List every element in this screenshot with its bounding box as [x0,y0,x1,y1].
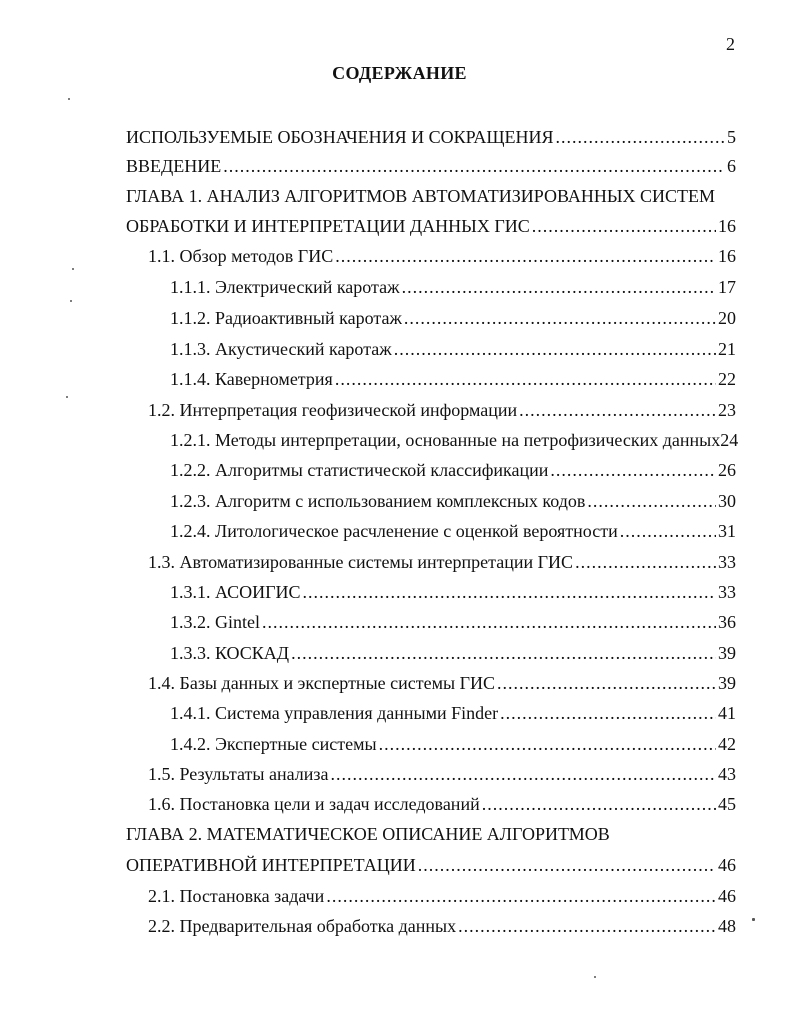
toc-leader-dots [394,334,716,364]
toc-entry-1-2-2[interactable] [170,455,736,485]
toc-entry-page: 5 [727,127,736,147]
scan-speck [752,918,755,921]
toc-leader-dots [303,577,716,607]
toc-entry-text: 1.2. Интерпретация геофизической информации [148,400,518,420]
toc-leader-dots [519,395,716,425]
toc-leader-dots [575,547,716,577]
toc-entry-1-5[interactable] [148,759,736,789]
toc-entry-text: 1.1.1. Электрический каротаж [170,277,400,297]
scan-speck [70,300,72,302]
toc-leader-dots [500,698,716,728]
toc-entry-text: ИСПОЛЬЗУЕМЫЕ ОБОЗНАЧЕНИЯ И СОКРАЩЕНИЯ [126,127,554,147]
toc-entry-page: 22 [718,369,736,389]
toc-leader-dots [335,364,716,394]
toc-entry-1-6[interactable] [148,789,736,819]
toc-entry-page: 21 [718,339,736,359]
scan-speck [66,396,68,398]
toc-entry-chapter-1-line-1[interactable]: ГЛАВА 1. АНАЛИЗ АЛГОРИТМОВ АВТОМАТИЗИРОВАННЫХ СИСТЕМ [126,186,716,206]
toc-entry-text: 1.1.2. Радиоактивный каротаж [170,308,402,328]
toc-entry-1-1-2[interactable] [170,303,736,333]
toc-leader-dots [402,272,716,302]
toc-leader-dots [620,516,716,546]
toc-entry-1-2-3[interactable] [170,486,736,516]
toc-entry-page: 17 [718,277,736,297]
toc-entry-text: 1.2.4. Литологическое расчленение с оценкой вероятности [170,521,618,541]
toc-entry-text: 1.1.4. Кавернометрия [170,369,333,389]
scan-speck [68,98,70,100]
toc-entry-text: 1.3.1. АСОИГИС [170,582,301,602]
toc-entry-page: 20 [718,308,736,328]
toc-entry-page: 24 [720,430,739,450]
toc-entry-page: 43 [718,764,736,784]
toc-entry-text: 1.6. Постановка цели и задач исследований [148,794,480,814]
toc-entry-text: 1.2.2. Алгоритмы статистической классификации [170,460,549,480]
toc-entry-2-1[interactable] [148,881,736,911]
toc-entry-chapter-2[interactable] [126,850,736,880]
toc-entry-text: 1.3.2. Gintel [170,612,260,632]
toc-entry-page: 31 [718,521,736,541]
toc-entry-page: 30 [718,491,736,511]
toc-entry-1-3[interactable] [148,547,736,577]
toc-entry-chapter-2-line-1[interactable]: ГЛАВА 2. МАТЕМАТИЧЕСКОЕ ОПИСАНИЕ АЛГОРИТМОВ [126,824,610,844]
toc-entry-text: 1.1. Обзор методов ГИС [148,246,334,266]
toc-leader-dots [379,729,716,759]
toc-entry-1-2[interactable] [148,395,736,425]
toc-entry-2-2[interactable] [148,911,736,941]
toc-entry-1-2-4[interactable] [170,516,736,546]
toc-entry-page: 41 [718,703,736,723]
toc-leader-dots [330,759,716,789]
toc-entry-text: 1.3.3. КОСКАД [170,643,290,663]
toc-entry-1-4[interactable] [148,668,736,698]
toc-leader-dots [418,850,716,880]
scan-speck [72,268,74,270]
toc-entry-page: 16 [718,246,736,266]
page-number: 2 [726,34,735,54]
toc-entry-chapter-1[interactable] [126,211,736,241]
toc-entry-1-1-3[interactable] [170,334,736,364]
toc-entry-page: 36 [718,612,736,632]
toc-entry-text: 1.5. Результаты анализа [148,764,329,784]
toc-leader-dots [497,668,716,698]
toc-entry-text: 1.4.2. Экспертные системы [170,734,377,754]
toc-entry-page: 42 [718,734,736,754]
toc-entry-text: 1.4.1. Система управления данными Finder [170,703,499,723]
toc-entry-1-4-1[interactable] [170,698,736,728]
toc-entry-page: 46 [718,886,736,906]
toc-entry-text: 1.1.3. Акустический каротаж [170,339,392,359]
page-title: СОДЕРЖАНИЕ [332,63,467,83]
toc-entry-abbreviations[interactable] [126,122,736,152]
toc-entry-text: 1.2.1. Методы интерпретации, основанные на петрофизических данных [170,430,721,450]
toc-entry-page: 26 [718,460,736,480]
toc-leader-dots [262,607,716,637]
toc-leader-dots [458,911,716,941]
toc-entry-text: 2.2. Предварительная обработка данных [148,916,457,936]
toc-leader-dots [291,638,716,668]
toc-entry-page: 39 [718,673,736,693]
toc-entry-1-3-2[interactable] [170,607,736,637]
toc-entry-1-3-1[interactable] [170,577,736,607]
scan-speck [594,976,596,978]
toc-entry-text: ОБРАБОТКИ И ИНТЕРПРЕТАЦИИ ДАННЫХ ГИС [126,216,530,236]
toc-entry-1-4-2[interactable] [170,729,736,759]
toc-entry-text: 1.3. Автоматизированные системы интерпретации ГИС [148,552,574,572]
toc-entry-text: 2.1. Постановка задачи [148,886,325,906]
toc-entry-page: 33 [718,582,736,602]
toc-entry-page: 33 [718,552,736,572]
toc-entry-text: ОПЕРАТИВНОЙ ИНТЕРПРЕТАЦИИ [126,855,416,875]
toc-entry-1-2-1[interactable] [170,425,739,455]
toc-leader-dots [556,122,725,152]
toc-entry-introduction[interactable] [126,151,736,181]
toc-entry-text: 1.4. Базы данных и экспертные системы ГИС [148,673,496,693]
toc-leader-dots [404,303,716,333]
toc-entry-page: 48 [718,916,736,936]
toc-entry-text: 1.2.3. Алгоритм с использованием комплексных кодов [170,491,586,511]
toc-entry-page: 39 [718,643,736,663]
toc-entry-1-3-3[interactable] [170,638,736,668]
toc-leader-dots [532,211,716,241]
toc-entry-1-1[interactable] [148,241,736,271]
toc-entry-1-1-4[interactable] [170,364,736,394]
toc-entry-1-1-1[interactable] [170,272,736,302]
toc-leader-dots [587,486,716,516]
toc-entry-page: 16 [718,216,736,236]
toc-entry-page: 46 [718,855,736,875]
toc-leader-dots [550,455,716,485]
toc-entry-page: 6 [727,156,736,176]
toc-entry-page: 23 [718,400,736,420]
toc-entry-page: 45 [718,794,736,814]
toc-leader-dots [482,789,716,819]
toc-leader-dots [335,241,716,271]
toc-entry-text: ВВЕДЕНИЕ [126,156,222,176]
toc-leader-dots [326,881,716,911]
toc-leader-dots [223,151,725,181]
